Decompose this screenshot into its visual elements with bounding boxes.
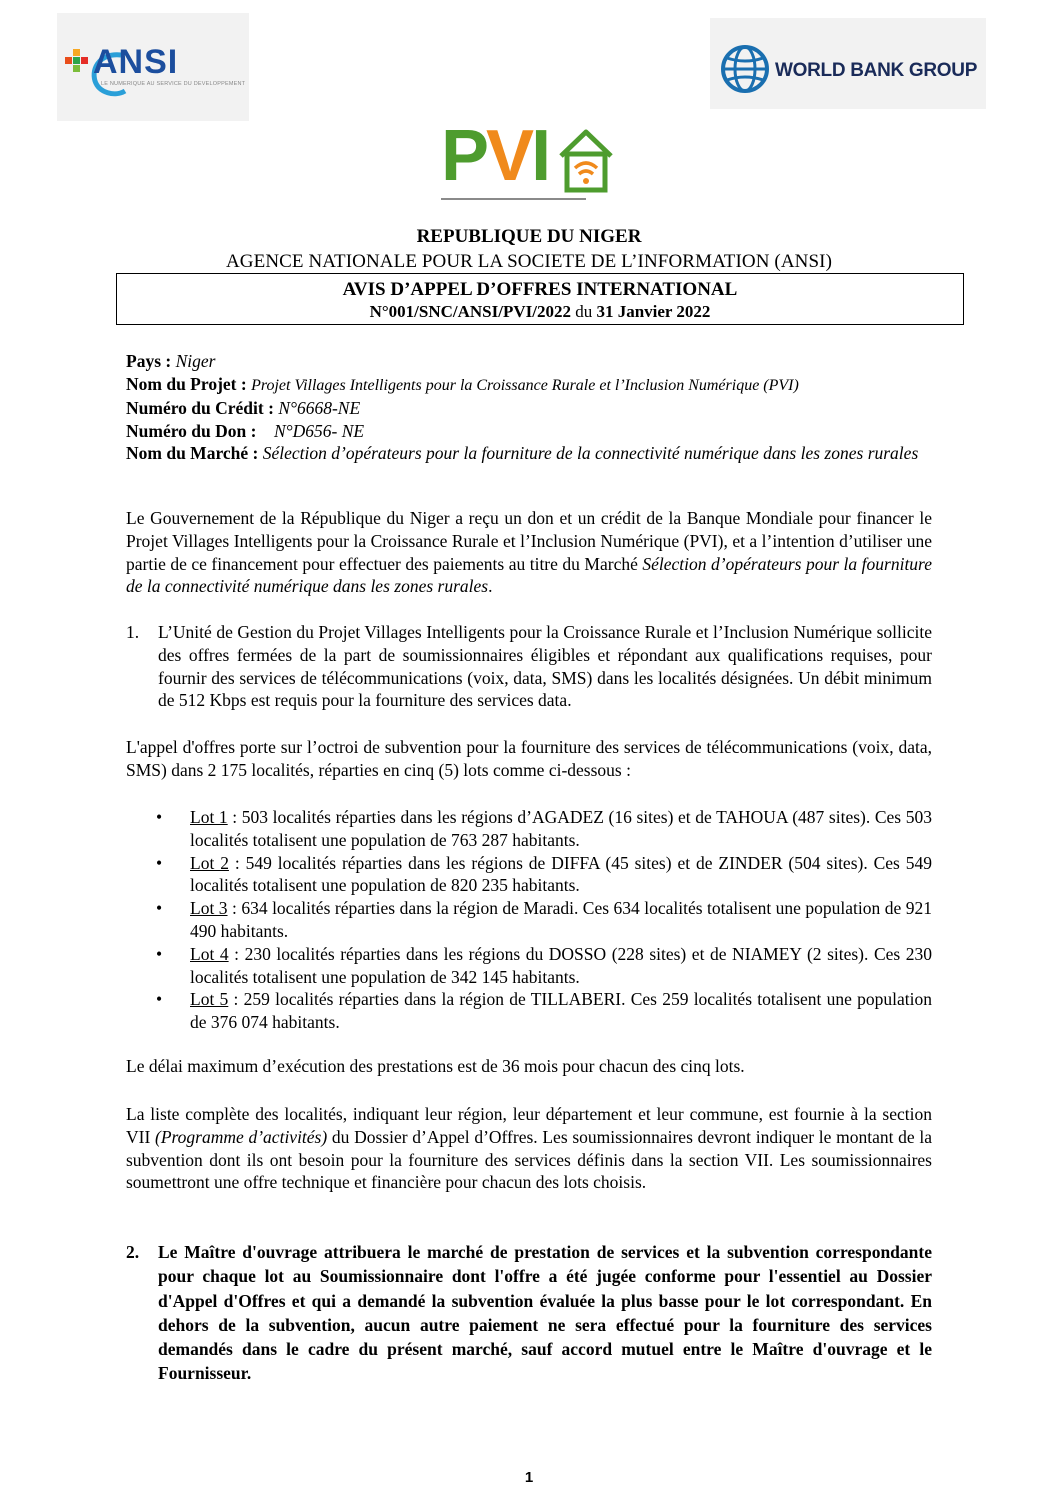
world-bank-logo [710, 18, 986, 109]
lots-intro-paragraph: L'appel d'offres porte sur l’octroi de subvention pour la fourniture des services de télécommunications (voix, data, SMS) dans 2 175 localités, réparties en cinq (5) lots comme ci-dessous : [126, 737, 932, 780]
globe-icon [720, 44, 770, 94]
numbered-item-2: 2. Le Maître d'ouvrage attribuera le marché de prestation de services et la subvention correspondante pour chaque lot au Soumissionnaire dont l'offre a été jugée conforme pour l'essentiel au Dossier d'Appel d'Offres et qui a demandé la subvention évaluée la plus basse pour le lot correspondant. En dehors de la subvention, aucun autre paiement ne sera effectué pour la fourniture des services demandés dans le cadre du présent marché, sauf accord mutuel entre le Maître d'ouvrage et le Fournisseur. [126, 1242, 932, 1384]
list-item-lot-4: • Lot 4 : 230 localités réparties dans les régions du DOSSO (228 sites) et de NIAMEY (2 sites). Ces 230 localités totalisent une population de 342 145 habitants. [156, 943, 932, 987]
notice-title: AVIS D’APPEL D’OFFRES INTERNATIONAL [342, 279, 738, 300]
lots-list [126, 806, 932, 1034]
meta-pays: Pays : Niger [126, 351, 216, 371]
ansi-wordmark: ANSI [93, 43, 179, 81]
notice-reference: N°001/SNC/ANSI/PVI/2022 du 31 Janvier 2022 [369, 302, 711, 321]
intro-paragraph: Le Gouvernement de la République du Niger a reçu un don et un crédit de la Banque Mondiale pour financer le Projet Villages Intelligents pour la Croissance Rurale et l’Inclusion Numérique (PVI), et a l’intention d’utiliser une partie de ce financement pour effectuer des paiements au titre du Marché Sélection d’opérateurs pour la fourniture de la connectivité numérique dans les zones rurales. [126, 508, 932, 597]
pvi-underline [441, 198, 586, 200]
wifi-house-icon [557, 128, 615, 194]
meta-projet: Nom du Projet : Projet Villages Intelligents pour la Croissance Rurale et l’Inclusion Numérique (PVI) [126, 373, 799, 394]
list-item-lot-1: • Lot 1 : 503 localités réparties dans les régions d’AGADEZ (16 sites) et de TAHOUA (487 sites). Ces 503 localités totalisent une population de 763 287 habitants. [156, 807, 932, 850]
numbered-item-1: 1. L’Unité de Gestion du Projet Villages Intelligents pour la Croissance Rurale et l’Inclusion Numérique sollicite des offres fermées de la part de soumissionnaires éligibles et répondant aux qualifications requises, pour fournir des services de télécommunications (voix, data, SMS) dans les localités désignées. Un débit minimum de 512 Kbps est requis pour la fourniture des services data. [126, 622, 932, 711]
agency-heading: AGENCE NATIONALE POUR LA SOCIETE DE L’INFORMATION (ANSI) [225, 251, 832, 272]
page-number: 1 [524, 1469, 534, 1486]
world-bank-wordmark: WORLD BANK GROUP [775, 60, 978, 81]
delai-paragraph: Le délai maximum d’exécution des prestations est de 36 mois pour chacun des cinq lots. [126, 1056, 745, 1076]
liste-paragraph: La liste complète des localités, indiquant leur région, leur département et leur commune, est fournie à la section VII (Programme d’activités) du Dossier d’Appel d’Offres. Les soumissionnaires devront indiquer le montant de la subvention dont ils ont besoin pour la fourniture des services définis dans la section VII. Les soumissionnaires soumettront une offre technique et financière pour chacun des lots choisis. [126, 1104, 932, 1193]
ansi-logo [57, 13, 249, 121]
project-metadata [126, 350, 936, 465]
pvi-wordmark: PVI [441, 116, 549, 196]
meta-marche: Nom du Marché : Sélection d’opérateurs pour la fourniture de la connectivité numérique dans les zones rurales [126, 443, 919, 463]
meta-don: Numéro du Don : N°D656- NE [126, 420, 365, 441]
list-item-lot-5: • Lot 5 : 259 localités réparties dans la région de TILLABERI. Ces 259 localités totalisent une population de 376 074 habitants. [156, 989, 932, 1033]
notice-title-box [116, 273, 964, 325]
list-item-lot-2: • Lot 2 : 549 localités réparties dans les régions de DIFFA (45 sites) et de ZINDER (504 sites). Ces 549 localités totalisent une population de 820 235 habitants. [156, 852, 932, 896]
meta-credit: Numéro du Crédit : N°6668-NE [126, 398, 361, 418]
ansi-tagline: LE NUMERIQUE AU SERVICE DU DEVELOPPEMENT [101, 81, 246, 87]
list-item-lot-3: • Lot 3 : 634 localités réparties dans la région de Maradi. Ces 634 localités totalisent une population de 921 490 habitants. [156, 898, 932, 941]
pvi-logo [441, 116, 617, 200]
country-heading: REPUBLIQUE DU NIGER [416, 226, 642, 247]
